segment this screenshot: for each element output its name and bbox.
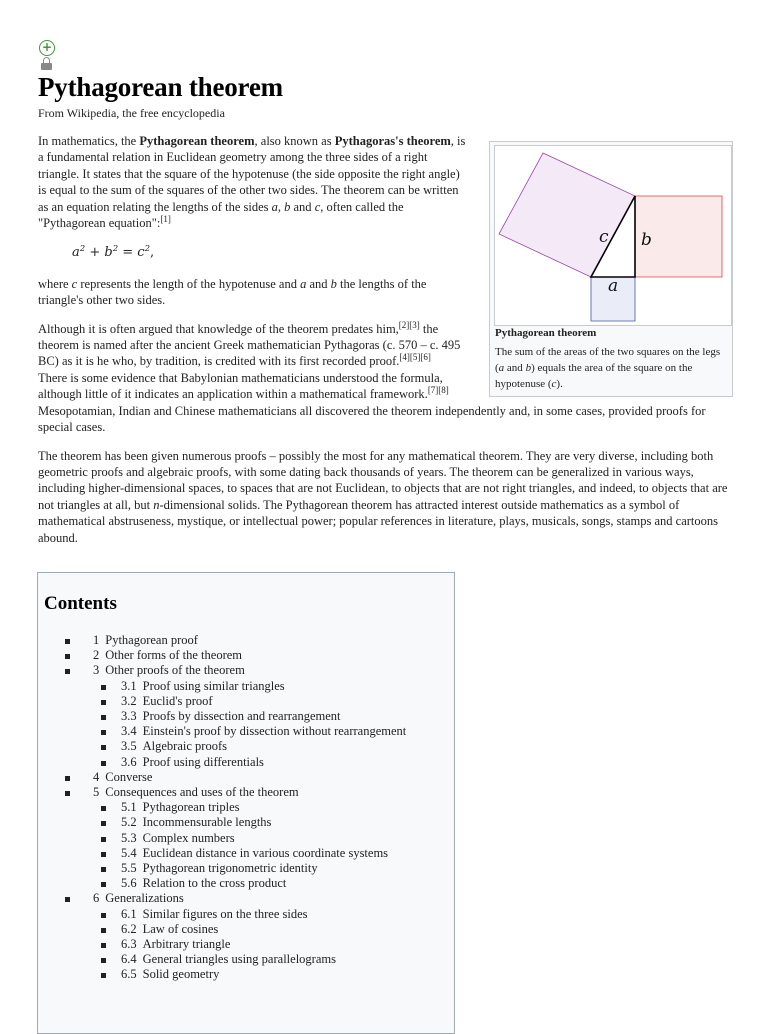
toc-list [65,633,406,983]
toc-subitem[interactable] [101,922,406,937]
toc-link[interactable]: Euclid's proof [142,693,213,708]
toc-link[interactable]: Pythagorean trigonometric identity [142,861,318,876]
figure-caption-title: Pythagorean theorem [495,327,597,339]
article-body [38,133,738,546]
toc-subitem[interactable] [101,967,406,982]
toc-item[interactable] [65,891,406,982]
toc-number: 5.5 [121,861,137,876]
toc-subitem[interactable] [101,755,406,770]
toc-link[interactable]: Relation to the cross product [142,876,287,891]
toc-link[interactable]: Law of cosines [142,921,219,936]
toc-subitem[interactable] [101,831,406,846]
toc-item[interactable] [65,648,406,663]
toc-item[interactable] [65,663,406,769]
figure-caption: The sum of the areas of the two squares on the legs (a and b) equals the area of the square on the hypotenuse (c). [495,346,721,390]
intro-paragraph-2: where c represents the length of the hypotenuse and a and b the lengths of the triangle's other two sides. [38,276,427,308]
toc-link[interactable]: Solid geometry [142,967,220,982]
toc-number: 5.1 [121,800,137,815]
toc-link[interactable]: Incommensurable lengths [142,815,272,830]
toc-number: 3.1 [121,678,137,693]
toc-subitem[interactable] [101,800,406,815]
toc-link[interactable]: Algebraic proofs [142,739,227,754]
page-status-icons [39,40,55,69]
toc-link[interactable]: Other proofs of the theorem [105,663,245,678]
toc-link[interactable]: Converse [105,769,153,784]
toc-sublist [101,907,406,983]
label-b: b [641,230,652,250]
toc-number: 3 [93,663,100,678]
toc-item[interactable] [65,633,406,648]
pythagorean-equation: $a^2 + b^2 = c^2$, [72,244,155,261]
toc-subitem[interactable] [101,739,406,754]
toc-number: 5.2 [121,815,137,830]
page-tagline: From Wikipedia, the free encyclopedia [38,106,225,120]
page-title: Pythagorean theorem [38,72,283,102]
toc-subitem[interactable] [101,907,406,922]
toc-subitem[interactable] [101,952,406,967]
toc-number: 5 [93,785,100,800]
toc-number: 3.3 [121,709,137,724]
toc-link[interactable]: Einstein's proof by dissection without rearrangement [142,724,407,739]
toc-number: 6.2 [121,921,137,936]
label-a: a [608,276,619,296]
toc-link[interactable]: Pythagorean triples [142,800,240,815]
toc-subitem[interactable] [101,937,406,952]
toc-subitem[interactable] [101,846,406,861]
toc-link[interactable]: Proof using similar triangles [142,678,285,693]
toc-link[interactable]: Proof using differentials [142,754,264,769]
lock-icon [41,57,52,69]
add-plus-icon[interactable]: + [39,40,55,56]
toc-link[interactable]: General triangles using parallelograms [142,952,336,967]
toc-sublist [101,679,406,770]
toc-link[interactable]: Arbitrary triangle [142,937,231,952]
toc-subitem[interactable] [101,694,406,709]
citation-link[interactable]: [1] [160,214,171,225]
toc-link[interactable]: Other forms of the theorem [105,648,243,663]
citation-link[interactable]: [2][3] [398,319,420,330]
toc-subitem[interactable] [101,876,406,891]
toc-number: 3.2 [121,693,137,708]
toc-number: 6.3 [121,937,137,952]
toc-number: 6 [93,891,100,906]
toc-number: 2 [93,648,100,663]
toc-number: 3.5 [121,739,137,754]
toc-subitem[interactable] [101,861,406,876]
toc-subitem[interactable] [101,815,406,830]
toc-link[interactable]: Pythagorean proof [105,633,198,647]
toc-number: 3.6 [121,754,137,769]
label-c: c [599,227,609,247]
toc-number: 3.4 [121,724,137,739]
citation-link[interactable]: [7][8] [427,385,449,396]
toc-number: 6.4 [121,952,137,967]
toc-number: 5.3 [121,830,137,845]
toc-link[interactable]: Proofs by dissection and rearrangement [142,709,341,724]
citation-link[interactable]: [4][5][6] [399,352,431,363]
toc-number: 6.5 [121,967,137,982]
toc-sublist [101,800,406,891]
toc-subitem[interactable] [101,679,406,694]
toc-item[interactable] [65,770,406,785]
toc-link[interactable]: Generalizations [105,891,184,906]
toc-subitem[interactable] [101,724,406,739]
toc-number: 1 [93,633,100,647]
table-of-contents [37,572,455,1034]
toc-link[interactable]: Complex numbers [142,830,235,845]
toc-item[interactable] [65,785,406,891]
toc-subitem[interactable] [101,709,406,724]
toc-number: 6.1 [121,906,137,921]
toc-link[interactable]: Similar figures on the three sides [142,906,308,921]
intro-paragraph-1: In mathematics, the Pythagorean theorem, also known as Pythagoras's theorem, is a fundamental relation in Euclidean geometry among the three sides of a right triangle. It states that the square of the hypotenuse (the side opposite the right angle) is equal to the sum of the squares of the other two sides. The theorem can be written as an equation relating the lengths of the sides a, b and c, often called the "Pythagorean equation":[1] [38,134,466,231]
intro-paragraph-3: Although it is often argued that knowledge of the theorem predates him,[2][3] the theorem is named after the ancient Greek mathematician Pythagoras (c. 570 – c. 495 BC) as it is he who, by tradition, is credited with its first recorded proof.[4][5][6] There is some evidence that Babylonian mathematicians understood the formula, although little of it indicates an application within a mathematical framework.[7][8] Mesopotamian, Indian and Chinese mathematicians all discovered the theorem independently and, in some cases, provided proofs for special cases. [38,319,706,435]
toc-link[interactable]: Consequences and uses of the theorem [105,785,299,800]
intro-paragraph-4: The theorem has been given numerous proofs – possibly the most for any mathematical theorem. They are very diverse, including both geometric proofs and algebraic proofs, with some dating back thousands of years. The theorem can be generalized in various ways, including higher-dimensional spaces, to spaces that are not Euclidean, to objects that are not right triangles, and indeed, to objects that are not triangles at all, but n-dimensional solids. The Pythagorean theorem has attracted interest outside mathematics as a symbol of mathematical abstruseness, mystique, or intellectual power; popular references in literature, plays, musicals, songs, stamps and cartoons abound. [38,448,728,545]
toc-number: 5.6 [121,876,137,891]
toc-number: 4 [93,769,100,784]
toc-number: 5.4 [121,845,137,860]
toc-title: Contents [44,593,117,614]
toc-link[interactable]: Euclidean distance in various coordinate systems [142,845,389,860]
